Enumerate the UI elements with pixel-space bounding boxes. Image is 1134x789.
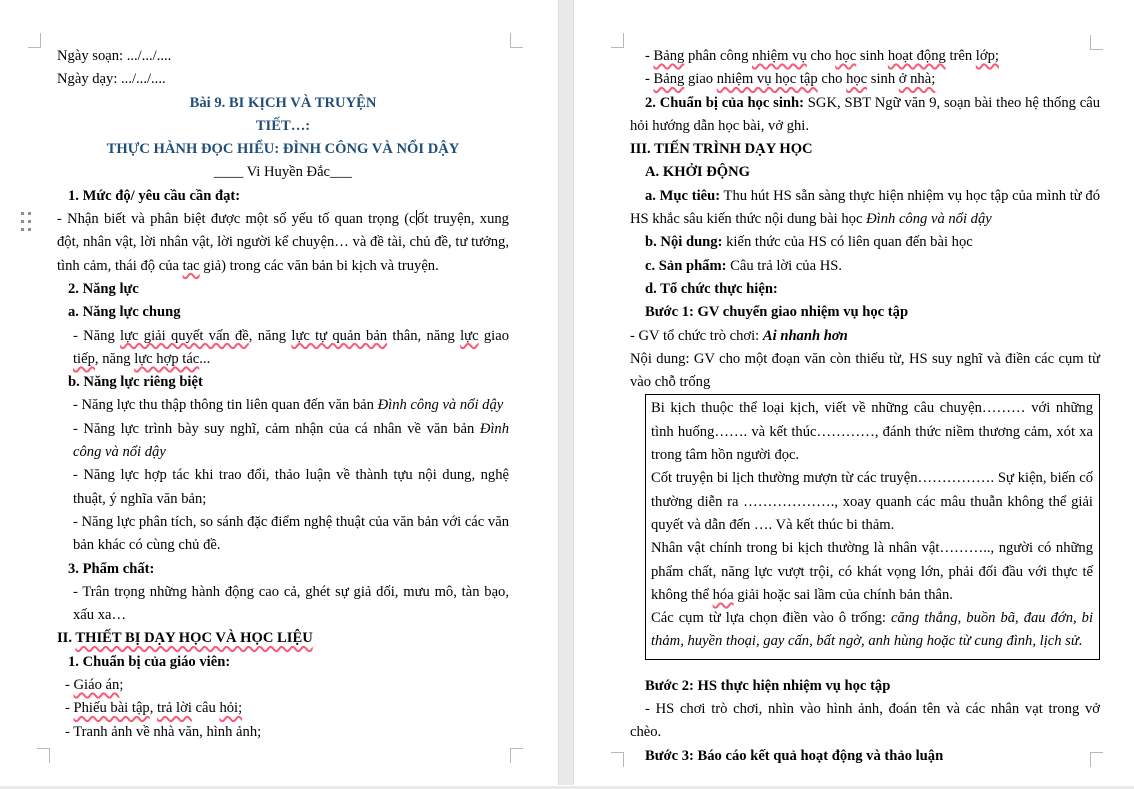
text-run: cho — [806, 48, 836, 64]
paragraph — [630, 138, 1100, 161]
text-run: 2. Chuẩn bị của học sinh: — [645, 94, 804, 111]
paragraph — [630, 675, 1100, 698]
text-run: a. Năng lực chung — [68, 304, 181, 321]
text-run: A. KHỞI ĐỘNG — [645, 164, 750, 181]
text-run: Bi kịch thuộc thể loại kịch, viết về những câu chuyện……… với những tình huống……. và kết thúc…………, đánh thức niềm thương cảm, xót xa trong tâm hồn người đọc. — [651, 400, 1093, 464]
text-run: ở nhà; — [898, 71, 936, 88]
paragraph — [57, 651, 509, 674]
margin-crop-mark — [37, 748, 50, 763]
paragraph — [73, 394, 509, 417]
margin-crop-mark — [510, 33, 523, 48]
paragraph — [645, 45, 1100, 68]
text-run: III. TIẾN TRÌNH DẠY HỌC — [630, 141, 813, 158]
text-run: trả lời — [157, 700, 192, 717]
text-run: d. Tổ chức thực hiện: — [645, 280, 778, 297]
text-run: Cốt truyện bi lịch thường mượn từ các truyện……………. Sự kiện, biến cố thường diễn ra ………………., xoay quanh các mâu thuẫn không thể giải quyết và dẫn đến …. Và kết thúc bi thảm. — [651, 470, 1093, 533]
paragraph — [57, 301, 509, 324]
text-run: kiến thức của HS có liên quan đến bài học — [722, 234, 973, 251]
text-run: SGK, SBT Ngữ văn 9, soạn bài theo hệ thống câu hỏi hướng dẫn học bài, vở ghi. — [630, 94, 1101, 134]
paragraph — [57, 278, 509, 301]
text-run: căng thẳng, buồn bã, đau đớn, bi thảm, huyền thoại, gay cấn, bất ngờ, anh hùng hoặc từ cung đình, lịch sử. — [651, 610, 1093, 650]
text-run: Đình công và nổi dậy — [73, 420, 509, 461]
text-run: lực tự quản bản — [291, 327, 388, 344]
paragraph — [57, 558, 509, 581]
text-run: Phiếu bài tập — [73, 700, 150, 717]
text-run: - Năng lực trình bày suy nghĩ, cảm nhận của cá nhân về văn bản — [73, 420, 480, 437]
text-run: hoạt động — [887, 48, 946, 64]
text-run: a. Mục tiêu: — [645, 187, 721, 204]
text-run: giả) trong các văn bản bi kịch và truyện. — [199, 257, 439, 274]
text-run: II. — [57, 630, 76, 647]
text-run: sinh — [856, 48, 888, 64]
date-line-day — [57, 68, 509, 91]
paragraph — [630, 301, 1100, 324]
text-run: - Nhận biết và phân biệt được một số yếu tố quan trọng (c — [57, 211, 416, 228]
paragraph — [57, 627, 509, 650]
paragraph — [73, 464, 509, 511]
paragraph — [651, 607, 1093, 654]
text-run: Nội dung: GV cho một đoạn văn còn thiếu từ, HS suy nghĩ và điền các cụm từ vào chỗ trống — [630, 350, 1100, 391]
text-run: sinh — [867, 71, 899, 88]
fill-in-blank-box — [645, 394, 1100, 659]
text-run: , năng — [248, 327, 292, 344]
paragraph — [630, 745, 1100, 768]
paragraph — [630, 348, 1100, 395]
text-run: 1. Mức độ/ yêu cầu cần đạt: — [68, 187, 241, 204]
paragraph — [630, 161, 1100, 184]
text-run: lực hợp tác — [134, 350, 200, 367]
paragraph — [630, 698, 1100, 745]
page-left[interactable] — [0, 0, 558, 786]
text-run: Giáo án — [73, 677, 120, 694]
paragraph — [630, 255, 1100, 278]
text-run: - — [65, 700, 74, 717]
paragraph — [73, 581, 509, 628]
text-run: hóa — [712, 586, 734, 603]
text-run: Bài 9. BI KỊCH VÀ TRUYỆN — [189, 94, 377, 111]
paragraph — [651, 397, 1093, 467]
paragraph — [57, 185, 509, 208]
lesson-period — [57, 115, 509, 138]
text-run: TIẾT…: — [255, 117, 311, 134]
paragraph — [630, 278, 1100, 301]
text-run: - GV tổ chức trò chơi: — [630, 327, 763, 344]
lesson-title — [57, 92, 509, 115]
text-run: nhiệm vụ học tập — [716, 71, 818, 88]
paragraph — [651, 467, 1093, 537]
text-run: Bước 3: Báo cáo kết quả hoạt động và thảo luận — [645, 747, 944, 764]
text-run: lực — [460, 327, 479, 344]
margin-crop-mark — [611, 33, 624, 48]
paragraph — [65, 674, 509, 697]
paragraph — [73, 511, 509, 558]
text-run: - Tranh ảnh về nhà văn, hình ảnh; — [65, 723, 262, 740]
text-run: 3. Phẩm chất: — [68, 560, 155, 577]
page-gap — [558, 0, 574, 785]
lesson-subtitle — [57, 138, 509, 161]
margin-crop-mark — [510, 748, 523, 763]
paragraph — [630, 231, 1100, 254]
paragraph — [630, 185, 1100, 232]
text-run: phân công — [684, 48, 753, 64]
text-run: - — [645, 48, 654, 64]
text-run: Câu trả lời của HS. — [726, 257, 843, 274]
text-run: ốt truyện, xung đột, nhân vật, lời nhân vật, lời người kể chuyện… và đề tài, chủ đề, tư tưởng, tình cảm, thái độ của — [57, 211, 509, 274]
text-run: Bảng — [653, 71, 685, 88]
text-run: Nhân vật chính trong bi kịch thường là nhân vật……….., người có những phẩm chất, năng lực vượt trội, có khát vọng lớn, phải đối đầu với thực tế không thể — [651, 540, 1093, 603]
text-run: câu — [191, 700, 220, 717]
text-run: học — [846, 71, 868, 88]
paragraph — [645, 68, 1100, 91]
text-run: Các cụm từ lựa chọn điền vào ô trống: — [651, 610, 891, 627]
text-run: - — [645, 71, 654, 88]
text-run: 1. Chuẩn bị của giáo viên: — [68, 653, 231, 670]
page-right[interactable] — [574, 0, 1134, 786]
text-run: ____ Vi Huyền Đắc___ — [214, 164, 352, 181]
paragraph — [73, 418, 509, 465]
text-run: c. Sản phẩm: — [645, 257, 727, 274]
paragraph — [630, 92, 1100, 139]
text-run: - Trân trọng những hành động cao cả, ghét sự giả dối, mưu mô, tàn bạo, xấu xa… — [73, 583, 509, 624]
text-run: , — [149, 700, 158, 717]
paragraph-drag-handle-icon[interactable] — [21, 212, 33, 233]
text-run: giao — [478, 327, 509, 344]
text-run: Ngày soạn: .../.../.... — [57, 48, 172, 64]
paragraph — [73, 325, 509, 372]
margin-crop-mark — [1090, 752, 1103, 767]
text-run: Bước 2: HS thực hiện nhiệm vụ học tập — [645, 677, 891, 694]
text-run: - Năng lực thu thập thông tin liên quan đến văn bản — [73, 397, 378, 414]
paragraph — [630, 325, 1100, 348]
paragraph — [651, 537, 1093, 607]
text-run: ; — [119, 677, 124, 694]
text-run: Ngày dạy: .../.../.... — [57, 71, 166, 88]
text-run: Bảng — [653, 48, 685, 64]
text-run: học — [835, 48, 857, 64]
text-run: Đình công và nổi dậy — [866, 211, 992, 228]
paragraph — [57, 371, 509, 394]
text-run: giao — [684, 71, 717, 88]
text-run: 2. Năng lực — [68, 280, 139, 297]
text-run: trên — [945, 48, 976, 64]
text-run: lực giải quyết vấn đề — [120, 327, 249, 344]
paragraph — [65, 697, 509, 720]
text-run: giải hoặc sai lầm của chính bản thân. — [733, 586, 953, 603]
margin-crop-mark — [1090, 35, 1103, 50]
text-run: Thu hút HS sẵn sàng thực hiện nhiệm vụ học tập của mình từ đó HS khắc sâu kiến thức nội dung bài học — [630, 187, 1101, 228]
text-run: Ai nhanh hơn — [762, 327, 848, 344]
date-line-soan — [57, 45, 509, 68]
text-run: tiếp — [73, 350, 95, 367]
text-run: thân, năng — [387, 327, 461, 344]
text-run: - Năng — [73, 327, 121, 344]
text-run: THỰC HÀNH ĐỌC HIỂU: ĐÌNH CÔNG VÀ NỔI DẬY — [106, 141, 460, 158]
text-run: lớp; — [975, 48, 999, 64]
text-run: hỏi; — [219, 700, 243, 717]
text-run: , năng — [94, 350, 135, 367]
text-run: b. Nội dung: — [645, 234, 723, 251]
text-run: Đình công và nổi dậy — [377, 397, 504, 414]
text-run: b. Năng lực riêng biệt — [68, 374, 203, 391]
margin-crop-mark — [28, 33, 41, 48]
text-run: - — [65, 677, 74, 694]
text-run: cho — [817, 71, 847, 88]
text-run: nhiệm vụ — [752, 48, 807, 64]
margin-crop-mark — [611, 752, 624, 767]
text-run: Bước 1: GV chuyển giao nhiệm vụ học tập — [645, 304, 909, 321]
text-run: - Năng lực phân tích, so sánh đặc điểm nghệ thuật của văn bản với các văn bản khác có cùng chủ đề. — [73, 513, 509, 554]
paragraph — [65, 721, 509, 744]
text-run: tac — [182, 257, 200, 274]
author-line — [57, 161, 509, 184]
text-run: - Năng lực hợp tác khi trao đổi, thảo luận về thành tựu nội dung, nghệ thuật, ý nghĩa văn bản; — [73, 467, 509, 507]
paragraph — [57, 208, 509, 278]
text-run: ... — [199, 350, 211, 367]
text-run: THIẾT BỊ DẠY HỌC VÀ HỌC LIỆU — [75, 630, 313, 647]
text-run: - HS chơi trò chơi, nhìn vào hình ảnh, đoán tên và các nhân vạt trong vở chèo. — [630, 701, 1100, 741]
